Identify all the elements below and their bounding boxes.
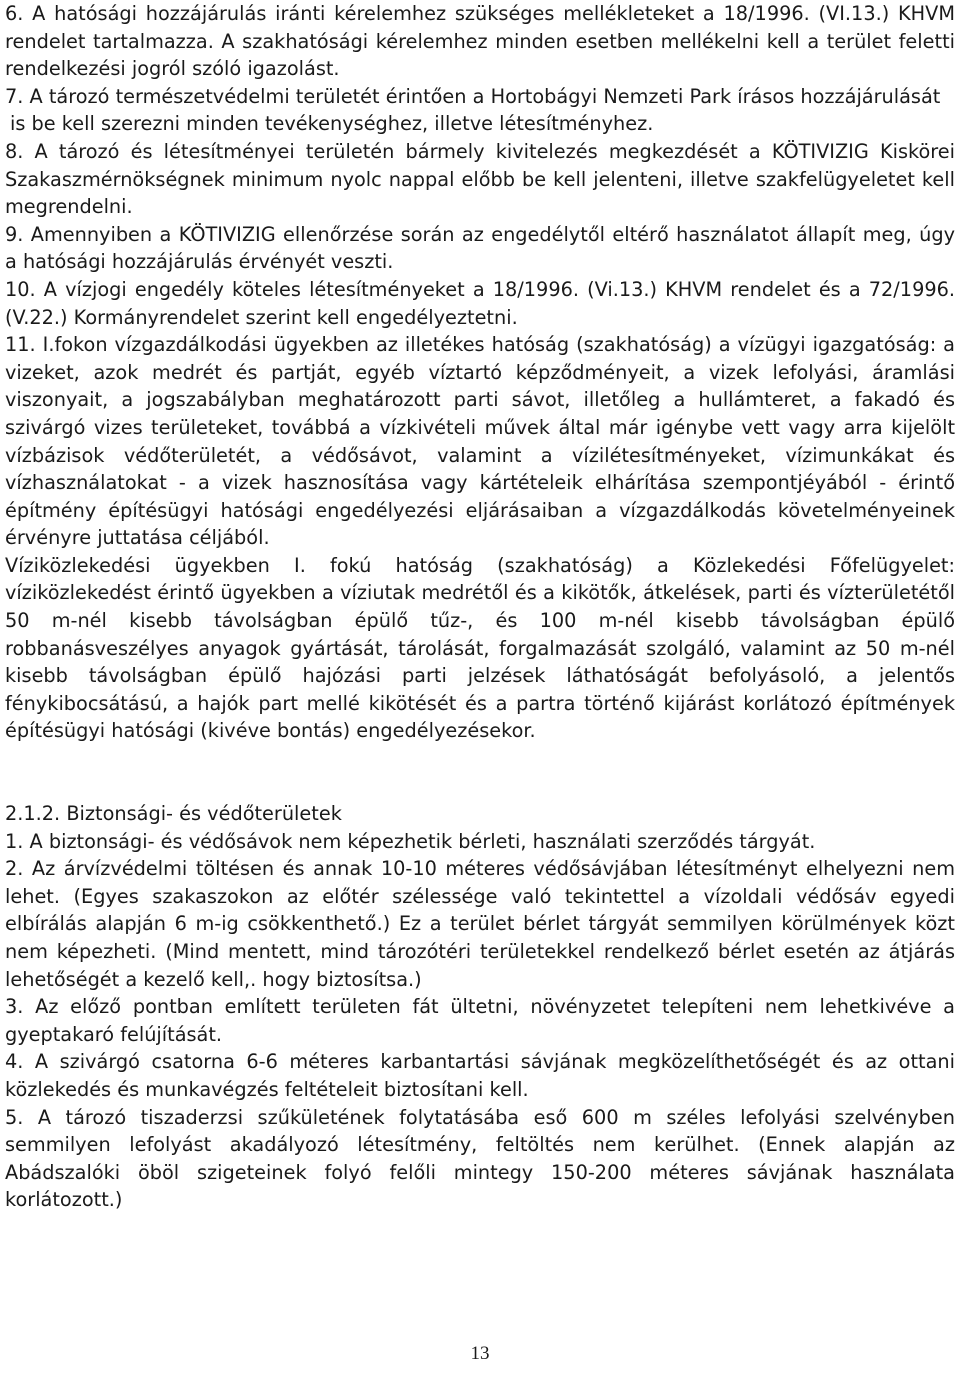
list-item: 2. Az árvízvédelmi töltésen és annak 10-10 méteres védősávjában létesítményt elhelyezni nem lehet. (Egyes szakaszokon az előtér szélessége való tekintettel a vízoldali védősáv egyedi elbírálás alapján 6 m-ig csökkenthető.) Ez a terület bérlet tárgyát semmilyen körülmények közt nem képezheti. (Mind mentett, mind tározótéri területekkel rendelkező bérlet esetén az átjárás lehetőségét a kezelő kell,. hogy biztosítsa.) — [5, 857, 955, 991]
list-item: 1. A biztonsági- és védősávok nem képezhetik bérleti, használati szerződés tárgyát. — [5, 829, 816, 853]
page-number: 13 — [470, 1343, 490, 1364]
list-item: 4. A szivárgó csatorna 6-6 méteres karbantartási sávjának megközelíthetőségét és az ottani közlekedés és munkavégzés feltételeit biztosítani kell. — [5, 1050, 955, 1101]
section-a — [5, 0, 955, 745]
list-item: 5. A tározó tiszaderzsi szűkületének folytatásába eső 600 m széles lefolyási szelvényben semmilyen lefolyást akadályozó létesítmény, feltöltés nem kerülhet. (Ennek alapján az Abádszalóki öböl szigeteinek folyó felőli mintegy 150-200 méteres sávjának használata korlátozott.) — [5, 1105, 955, 1212]
paragraph-item-11: 11. I.fokon vízgazdálkodási ügyekben az illetékes hatóság (szakhatóság) a vízügyi igazgatóság: a vizeket, azok medrét és partját, egyéb víztartó képződményeit, a vizek lefolyási, áramlási viszonyait, a jogszabályban meghatározott parti sávot, illetőleg a hullámteret, a fakadó és szivárgó vizes területeket, továbbá a vízkivételi művek által már igénybe vett vagy arra kijelölt vízbázisok védőterületét, a védősávot, valamint a vízilétesítményeket, vízimunkákat és vízhasználatokat - a vizek hasznosítása vagy kártételeik elhárítása szempontjéyából - érintő építmény építésügyi hatósági engedélyezési eljárásaiban a vízgazdálkodás követelményeinek érvényre juttatása céljából. — [5, 333, 955, 550]
paragraph-item-8: 8. A tározó és létesítményei területén bármely kivitelezés megkezdését a KÖTIVIZIG Kiskörei Szakaszmérnökségnek minimum nyolc nappal előbb be kell jelenteni, illetve szakfelügyeletet kell megrendelni. — [5, 139, 955, 219]
paragraph-viziközlekedes: Víziközlekedési ügyekben I. fokú hatóság (szakhatóság) a Közlekedési Főfelügyelet: víziközlekedést érintő ügyekben a víziutak medrétől és a kikötők, átkelések, parti és vízterületétől 50 m-nél kisebb távolságban épülő tűz-, és 100 m-nél kisebb távolságban épülő robbanásveszélyes anyagok gyártását, tárolását, forgalmazását szolgáló, valamint az 50 m-nél kisebb távolságban épülő hajózási parti jelzések láthatóságát befolyásoló, a jelentős fénykibocsátású, a hajók part mellé kikötését és a partra történő kijárást korlátozó építmények építésügyi hatósági (kivéve bontás) engedélyezésekor. — [5, 553, 955, 743]
paragraph-item-7-continued: is be kell szerezni minden tevékenységhez, illetve létesítményhez. — [10, 112, 654, 136]
section-spacer — [5, 745, 955, 800]
section-b — [5, 800, 955, 1214]
section-heading: 2.1.2. Biztonsági- és védőterületek — [5, 802, 342, 826]
paragraph-item-6: 6. A hatósági hozzájárulás iránti kérelemhez szükséges mellékleteket a 18/1996. (VI.13.) KHVM rendelet tartalmazza. A szakhatósági kérelemhez minden esetben mellékelni kell a terület feletti rendelkezési jogról szóló igazolást. — [5, 2, 955, 81]
list-item: 3. Az előző pontban említett területen fát ültetni, növényzetet telepíteni nem lehetkivéve a gyeptakaró felújítását. — [5, 995, 955, 1046]
paragraph-item-9: 9. Amennyiben a KÖTIVIZIG ellenőrzése során az engedélytől eltérő használatot állapít meg, úgy a hatósági hozzájárulás érvényét veszti. — [5, 222, 955, 274]
paragraph-item-7: 7. A tározó természetvédelmi területét érintően a Hortobágyi Nemzeti Park írásos hozzájárulását — [5, 84, 941, 108]
paragraph-item-10: 10. A vízjogi engedély köteles létesítményeket a 18/1996. (Vi.13.) KHVM rendelet és a 72/1996.(V.22.) Kormányrendelet szerint kell engedélyeztetni. — [5, 277, 955, 329]
